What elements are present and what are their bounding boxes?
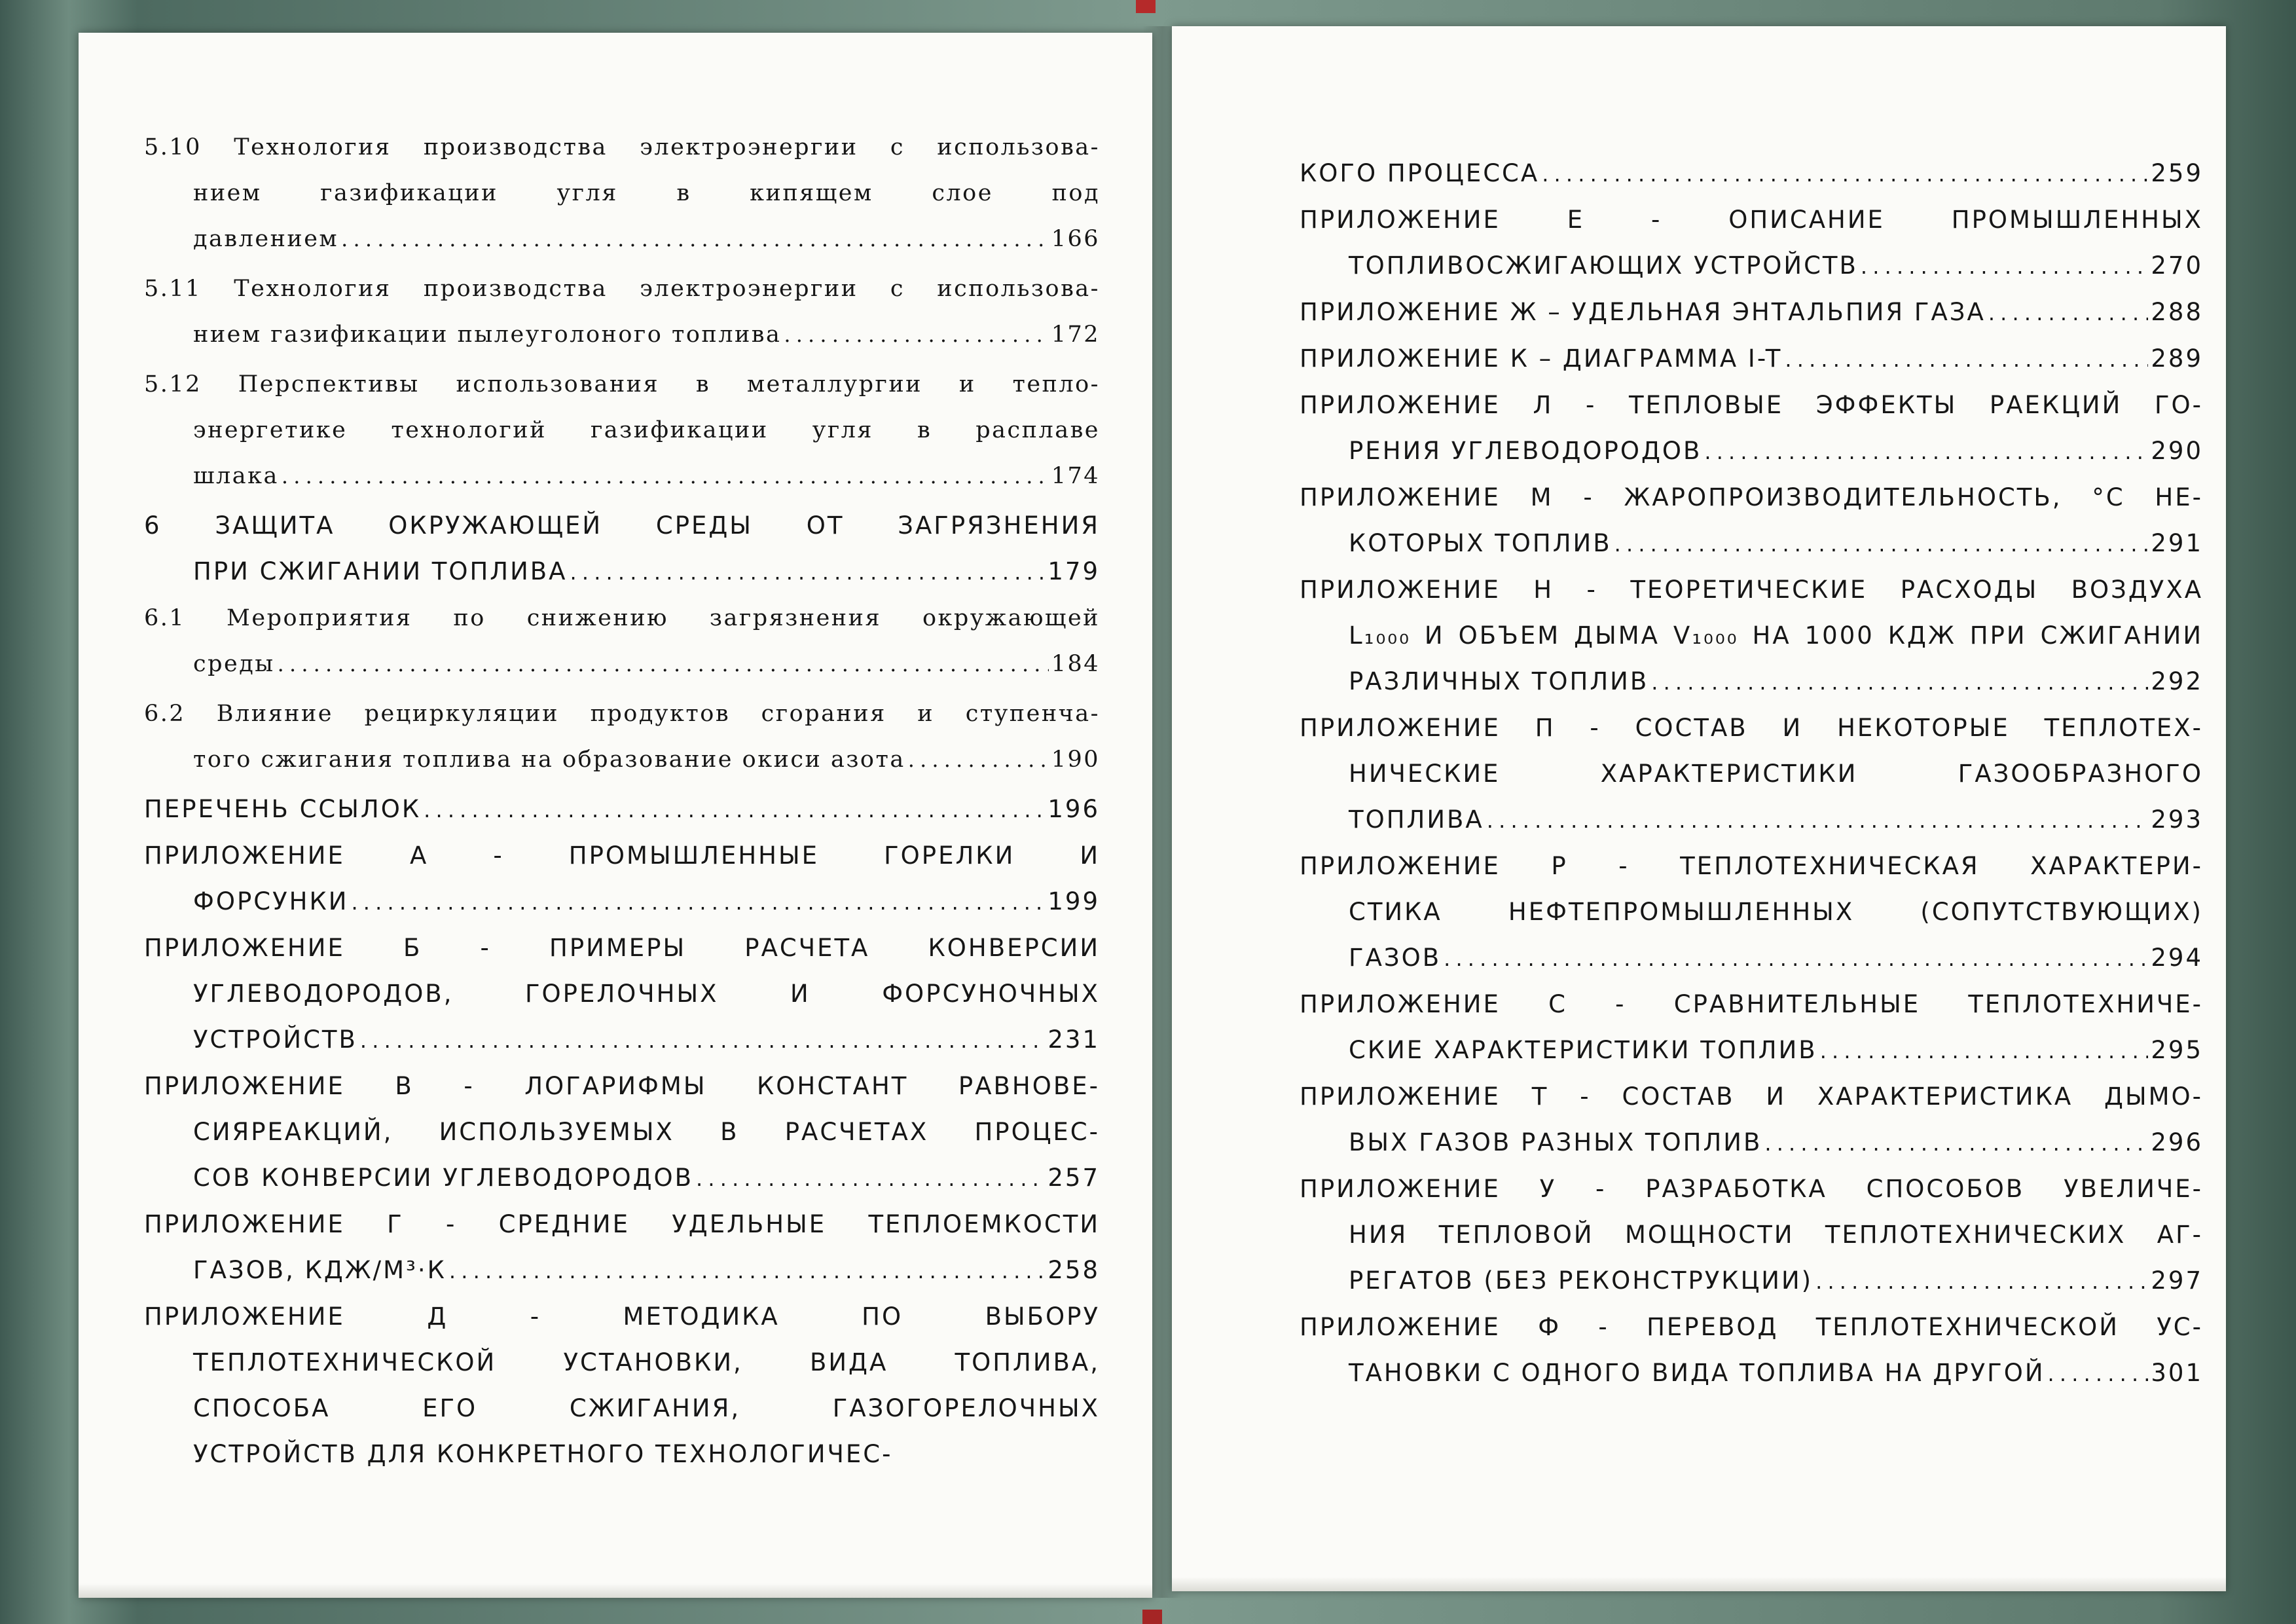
right-page (1172, 26, 2226, 1591)
toc-page-number: 196 (1048, 795, 1100, 823)
toc-page-number: 258 (1048, 1256, 1100, 1284)
toc-entry-title-line: ГАЗОВ (1349, 944, 1442, 972)
dot-leader (1820, 1027, 2149, 1074)
toc-entry-title-line: СИЯРЕАКЦИЙ, ИСПОЛЬЗУЕМЫХ В РАСЧЕТАХ ПРОЦЕС- (193, 1118, 1100, 1146)
toc-entry-title-line: того сжигания топлива на образование окиси азота (193, 747, 905, 773)
toc-entry-title-line: ПРИЛОЖЕНИЕ В - ЛОГАРИФМЫ КОНСТАНТ РАВНОВЕ- (144, 1072, 1100, 1100)
toc-page-number: 295 (2151, 1036, 2203, 1064)
toc-entry-last-line (1300, 659, 2203, 705)
toc-entry-title-line: ПРИ СЖИГАНИИ ТОПЛИВА (193, 557, 568, 585)
toc-page-number: 259 (2151, 159, 2203, 187)
toc-entry-title-line: СТИКА НЕФТЕПРОМЫШЛЕННЫХ (СОПУТСТВУЮЩИХ) (1349, 898, 2203, 926)
toc-page-number: 297 (2151, 1266, 2203, 1295)
toc-entry-title-line: ПРИЛОЖЕНИЕ Д - МЕТОДИКА ПО ВЫБОРУ (144, 1302, 1100, 1331)
toc-entry-title-line: ПРИЛОЖЕНИЕ М - ЖАРОПРОИЗВОДИТЕЛЬНОСТЬ, °С НЕ- (1300, 483, 2203, 511)
dot-leader (341, 216, 1049, 262)
toc-entry-title-line: ТОПЛИВА (1349, 805, 1484, 834)
dot-leader (424, 786, 1045, 833)
dot-leader (1764, 1120, 2148, 1166)
toc-entry-title-line: ТАНОВКИ С ОДНОГО ВИДА ТОПЛИВА НА ДРУГОЙ (1349, 1359, 2045, 1387)
toc-entry-title-line: КОГО ПРОЦЕССА (1300, 159, 1540, 187)
toc-entry-last-line (1300, 1258, 2203, 1304)
dot-leader (1651, 659, 2148, 705)
toc-entry-title-line: РАЗЛИЧНЫХ ТОПЛИВ (1349, 667, 1649, 695)
dot-leader (1861, 243, 2148, 289)
dot-leader (1614, 521, 2149, 567)
toc-page-number: 289 (2151, 344, 2203, 373)
toc-entry-title-line: ПРИЛОЖЕНИЕ Т - СОСТАВ И ХАРАКТЕРИСТИКА ДЫМО- (1300, 1082, 2203, 1111)
toc-entry-last-line (144, 786, 1100, 833)
toc-entry-title-line: ПРИЛОЖЕНИЕ К – ДИАГРАММА I-T (1300, 344, 1783, 373)
toc-entry-last-line (1300, 521, 2203, 567)
toc-entry-last-line (1300, 243, 2203, 289)
dot-leader (908, 737, 1049, 783)
toc-entry (1300, 1074, 2203, 1166)
toc-list-left (144, 124, 1100, 1477)
dot-leader (570, 549, 1046, 595)
toc-entry (144, 1202, 1100, 1294)
toc-entry-title-line: НИЯ ТЕПЛОВОЙ МОЩНОСТИ ТЕПЛОТЕХНИЧЕСКИХ АГ- (1349, 1221, 2203, 1249)
toc-entry (144, 1294, 1100, 1477)
toc-entry-title-line: РЕНИЯ УГЛЕВОДОРОДОВ (1349, 437, 1702, 465)
dot-leader (351, 879, 1045, 925)
toc-entry-last-line (144, 1017, 1100, 1063)
toc-entry-title-line: 5.10 Технология производства электроэнергии с использова- (144, 134, 1100, 160)
toc-entry-last-line (1300, 797, 2203, 843)
bookmark-ribbon-top (1136, 0, 1156, 13)
toc-entry (144, 266, 1100, 358)
toc-entry-title-line: ПРИЛОЖЕНИЕ С - СРАВНИТЕЛЬНЫЕ ТЕПЛОТЕХНИЧЕ- (1300, 990, 2203, 1018)
toc-entry (1300, 289, 2203, 336)
toc-entry-last-line (1300, 935, 2203, 982)
toc-page-number: 291 (2151, 529, 2203, 557)
toc-entry (144, 691, 1100, 783)
page-edge (79, 1583, 1152, 1598)
toc-page-number: 174 (1051, 463, 1100, 489)
toc-entry (1300, 336, 2203, 382)
toc-entry-title-line: РЕГАТОВ (БЕЗ РЕКОНСТРУКЦИИ) (1349, 1266, 1813, 1295)
toc-entry-title-line: ПРИЛОЖЕНИЕ Ж – УДЕЛЬНАЯ ЭНТАЛЬПИЯ ГАЗА (1300, 298, 1986, 326)
toc-entry-title-line: УСТРОЙСТВ ДЛЯ КОНКРЕТНОГО ТЕХНОЛОГИЧЕС- (193, 1440, 893, 1468)
toc-entry-title-line: 6 ЗАЩИТА ОКРУЖАЮЩЕЙ СРЕДЫ ОТ ЗАГРЯЗНЕНИЯ (144, 511, 1100, 540)
toc-entry-last-line (1300, 151, 2203, 197)
bookmark-ribbon-bottom (1142, 1610, 1162, 1624)
toc-entry-last-line (144, 1247, 1100, 1294)
toc-entry-last-line (144, 641, 1100, 687)
dot-leader (784, 312, 1048, 358)
toc-entry-title-line: ГАЗОВ, КДЖ/М³·К (193, 1256, 446, 1284)
toc-page-number: 172 (1051, 322, 1100, 348)
toc-entry (1300, 1304, 2203, 1397)
toc-entry-title-line: ПРИЛОЖЕНИЕ Б - ПРИМЕРЫ РАСЧЕТА КОНВЕРСИИ (144, 934, 1100, 962)
toc-entry-title-line: СПОСОБА ЕГО СЖИГАНИЯ, ГАЗОГОРЕЛОЧНЫХ (193, 1394, 1100, 1422)
dot-leader (278, 641, 1049, 687)
toc-entry (1300, 982, 2203, 1074)
toc-entry-last-line (1300, 289, 2203, 336)
toc-entry-last-line (144, 453, 1100, 499)
dot-leader (1487, 797, 2149, 843)
toc-entry-title-line: ПЕРЕЧЕНЬ ССЫЛОК (144, 795, 422, 823)
toc-entry-title-line: СКИЕ ХАРАКТЕРИСТИКИ ТОПЛИВ (1349, 1036, 1817, 1064)
toc-entry-title-line: нием газификации угля в кипящем слое под (193, 180, 1100, 206)
toc-entry-title-line: УСТРОЙСТВ (193, 1025, 357, 1054)
toc-entry-last-line (1300, 336, 2203, 382)
toc-entry-last-line (1300, 428, 2203, 475)
toc-entry-title-line: НИЧЕСКИЕ ХАРАКТЕРИСТИКИ ГАЗООБРАЗНОГО (1349, 760, 2203, 788)
toc-entry-title-line: ТЕПЛОТЕХНИЧЕСКОЙ УСТАНОВКИ, ВИДА ТОПЛИВА, (193, 1348, 1100, 1376)
toc-entry (1300, 151, 2203, 197)
toc-entry-last-line (1300, 1120, 2203, 1166)
toc-entry-title-line: ПРИЛОЖЕНИЕ Р - ТЕПЛОТЕХНИЧЕСКАЯ ХАРАКТЕРИ- (1300, 852, 2203, 880)
toc-page-number: 301 (2151, 1359, 2203, 1387)
toc-entry-last-line (144, 879, 1100, 925)
toc-entry-title-line: энергетике технологий газификации угля в расплаве (193, 417, 1100, 443)
dot-leader (696, 1155, 1045, 1202)
toc-entry (144, 503, 1100, 595)
toc-entry (144, 925, 1100, 1063)
toc-page-number: 166 (1051, 226, 1100, 252)
toc-entry (144, 595, 1100, 687)
toc-entry-last-line (144, 1155, 1100, 1202)
toc-entry-title-line: ПРИЛОЖЕНИЕ П - СОСТАВ И НЕКОТОРЫЕ ТЕПЛОТЕХ- (1300, 714, 2203, 742)
toc-entry-title-line: ПРИЛОЖЕНИЕ А - ПРОМЫШЛЕННЫЕ ГОРЕЛКИ И (144, 841, 1100, 870)
toc-entry-title-line: СОВ КОНВЕРСИИ УГЛЕВОДОРОДОВ (193, 1164, 694, 1192)
toc-page-number: 257 (1048, 1164, 1100, 1192)
toc-entry (1300, 705, 2203, 843)
toc-list-right (1300, 151, 2203, 1397)
toc-page-number: 293 (2151, 805, 2203, 834)
toc-entry (1300, 567, 2203, 705)
toc-entry-last-line (1300, 1350, 2203, 1397)
toc-entry-title-line: среды (193, 651, 275, 677)
toc-entry-last-line (1300, 1027, 2203, 1074)
toc-entry (1300, 197, 2203, 289)
toc-entry-title-line: КОТОРЫХ ТОПЛИВ (1349, 529, 1612, 557)
dot-leader (1815, 1258, 2148, 1304)
toc-entry-title-line: ПРИЛОЖЕНИЕ Г - СРЕДНИЕ УДЕЛЬНЫЕ ТЕПЛОЕМКОСТИ (144, 1210, 1100, 1238)
toc-entry-title-line: давлением (193, 226, 339, 252)
toc-entry-title-line: нием газификации пылеуголоного топлива (193, 322, 782, 348)
toc-entry-title-line: ПРИЛОЖЕНИЕ У - РАЗРАБОТКА СПОСОБОВ УВЕЛИЧЕ- (1300, 1175, 2203, 1203)
toc-entry-title-line: 5.12 Перспективы использования в металлургии и тепло- (144, 371, 1100, 397)
toc-page-number: 290 (2151, 437, 2203, 465)
dot-leader (360, 1017, 1045, 1063)
page-edge (1172, 1577, 2226, 1591)
toc-entry-last-line (144, 312, 1100, 358)
dot-leader (1988, 289, 2149, 336)
toc-entry (1300, 843, 2203, 982)
toc-page-number: 292 (2151, 667, 2203, 695)
left-page (79, 33, 1152, 1598)
toc-page-number: 184 (1051, 651, 1100, 677)
toc-page-number: 288 (2151, 298, 2203, 326)
toc-entry (144, 833, 1100, 925)
toc-entry (1300, 1166, 2203, 1304)
toc-entry-last-line (144, 216, 1100, 262)
toc-entry-last-line (144, 549, 1100, 595)
toc-page-number: 231 (1048, 1025, 1100, 1054)
toc-entry (144, 124, 1100, 262)
toc-entry (144, 786, 1100, 833)
toc-page-number: 199 (1048, 887, 1100, 915)
toc-entry-title-line: ВЫХ ГАЗОВ РАЗНЫХ ТОПЛИВ (1349, 1128, 1762, 1156)
toc-page-number: 294 (2151, 944, 2203, 972)
toc-entry-title-line: ПРИЛОЖЕНИЕ Н - ТЕОРЕТИЧЕСКИЕ РАСХОДЫ ВОЗДУХА (1300, 576, 2203, 604)
toc-entry-title-line: ТОПЛИВОСЖИГАЮЩИХ УСТРОЙСТВ (1349, 251, 1858, 280)
toc-page-number: 179 (1048, 557, 1100, 585)
toc-entry-title-line: УГЛЕВОДОРОДОВ, ГОРЕЛОЧНЫХ И ФОРСУНОЧНЫХ (193, 980, 1100, 1008)
dot-leader (1542, 151, 2148, 197)
toc-entry (144, 361, 1100, 499)
dot-leader (449, 1247, 1045, 1294)
toc-entry-title-line: 5.11 Технология производства электроэнергии с использова- (144, 276, 1100, 302)
toc-entry-title-line: 6.2 Влияние рециркуляции продуктов сгорания и ступенча- (144, 701, 1100, 727)
toc-entry (1300, 382, 2203, 475)
toc-entry (1300, 475, 2203, 567)
dot-leader (1444, 935, 2148, 982)
toc-entry-title-line: L₁₀₀₀ И ОБЪЕМ ДЫМА V₁₀₀₀ НА 1000 КДЖ ПРИ СЖИГАНИИ (1349, 621, 2203, 650)
toc-entry-last-line (144, 737, 1100, 783)
toc-entry-title-line: ФОРСУНКИ (193, 887, 349, 915)
toc-entry-title-line: ПРИЛОЖЕНИЕ Л - ТЕПЛОВЫЕ ЭФФЕКТЫ РАЕКЦИЙ ГО- (1300, 391, 2203, 419)
dot-leader (2048, 1350, 2149, 1397)
dot-leader (1785, 336, 2148, 382)
toc-entry-title-line: ПРИЛОЖЕНИЕ Ф - ПЕРЕВОД ТЕПЛОТЕХНИЧЕСКОЙ УС- (1300, 1313, 2203, 1341)
toc-entry-title-line: ПРИЛОЖЕНИЕ Е - ОПИСАНИЕ ПРОМЫШЛЕННЫХ (1300, 206, 2203, 234)
toc-page-number: 190 (1051, 747, 1100, 773)
dot-leader (282, 453, 1049, 499)
dot-leader (1704, 428, 2148, 475)
toc-entry-title-line: 6.1 Мероприятия по снижению загрязнения окружающей (144, 605, 1100, 631)
toc-page-number: 296 (2151, 1128, 2203, 1156)
toc-entry-title-line: шлака (193, 463, 279, 489)
toc-page-number: 270 (2151, 251, 2203, 280)
toc-entry (144, 1063, 1100, 1202)
